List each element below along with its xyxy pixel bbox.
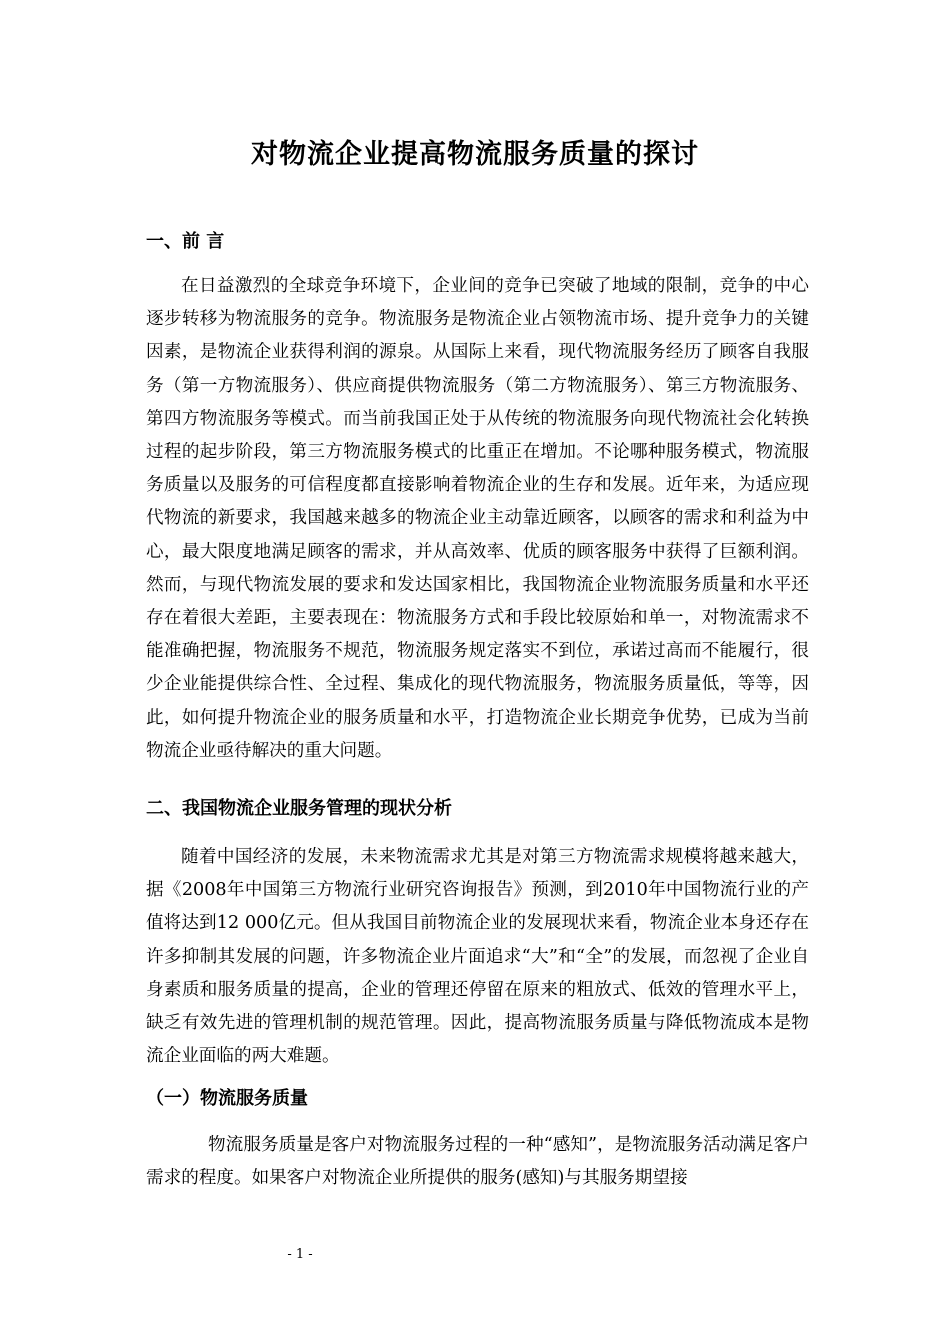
preface-paragraph: 在日益激烈的全球竞争环境下，企业间的竞争已突破了地域的限制，竞争的中心逐步转移为物流服务的竞争。物流服务是物流企业占领物流市场、提升竞争力的关键因素，是物流企业获得利润的源泉。从国际上来看，现代物流服务经历了顾客自我服务（第一方物流服务）、供应商提供物流服务（第二方物流服务）、第三方物流服务、第四方物流服务等模式。而当前我国正处于从传统的物流服务向现代物流社会化转换过程的起步阶段，第三方物流服务模式的比重正在增加。不论哪种服务模式，物流服务质量以及服务的可信程度都直接影响着物流企业的生存和发展。近年来，为适应现代物流的新要求，我国越来越多的物流企业主动靠近顾客，以顾客的需求和利益为中心，最大限度地满足顾客的需求，并从高效率、优质的顾客服务中获得了巨额利润。然而，与现代物流发展的要求和发达国家相比，我国物流企业物流服务质量和水平还存在着很大差距，主要表现在：物流服务方式和手段比较原始和单一，对物流需求不能准确把握，物流服务不规范，物流服务规定落实不到位，承诺过高而不能履行，很少企业能提供综合性、全过程、集成化的现代物流服务，物流服务质量低，等等，因此，如何提升物流企业的服务质量和水平，打造物流企业长期竞争优势，已成为当前物流企业亟待解决的重大问题。 [146, 276, 809, 761]
section-heading-analysis: 二、我国物流企业服务管理的现状分析 [146, 798, 452, 819]
document-title: 对物流企业提高物流服务质量的探讨 [251, 139, 699, 170]
quality-paragraph: 物流服务质量是客户对物流服务过程的一种“感知”，是物流服务活动满足客户需求的程度。如果客户对物流企业所提供的服务(感知)与其服务期望接 [146, 1135, 809, 1189]
subsection-heading-quality: （一）物流服务质量 [146, 1088, 308, 1109]
section-heading-preface: 一、前 言 [146, 231, 225, 252]
page-number: - 1 - [287, 1247, 313, 1262]
analysis-paragraph: 随着中国经济的发展，未来物流需求尤其是对第三方物流需求规模将越来越大，据《2008年中国第三方物流行业研究咨询报告》预测，到2010年中国物流行业的产值将达到12 000亿元。但从我国目前物流企业的发展现状来看，物流企业本身还存在许多抑制其发展的问题，许多物流企业片面追求“大”和“全”的发展，而忽视了企业自身素质和服务质量的提高，企业的管理还停留在原来的粗放式、低效的管理水平上，缺乏有效先进的管理机制的规范管理。因此，提高物流服务质量与降低物流成本是物流企业面临的两大难题。 [146, 847, 809, 1067]
